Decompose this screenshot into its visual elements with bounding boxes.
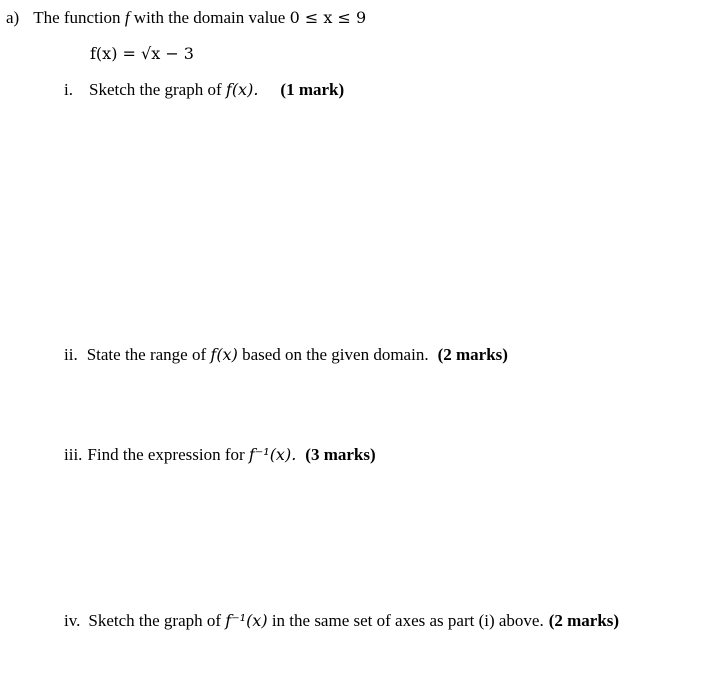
question-iv	[64, 611, 619, 631]
domain-expression: 0 ≤ x ≤ 9	[289, 8, 367, 27]
question-iv-expression: f⁻¹(x)	[225, 611, 268, 630]
question-ii-marks: (2 marks)	[437, 345, 508, 364]
part-a-text-after: with the domain value	[129, 8, 290, 27]
part-a-text-before: The function	[33, 8, 125, 27]
question-iv-number: iv.	[64, 611, 81, 630]
function-name: f	[124, 8, 130, 27]
question-ii-text-2: based on the given domain.	[237, 345, 429, 364]
question-i-marks: (1 mark)	[280, 80, 345, 99]
question-iii-text: Find the expression for	[87, 445, 249, 464]
question-iii-expression: f⁻¹(x).	[248, 445, 297, 464]
question-ii-number: ii.	[64, 345, 78, 364]
part-a-label: a)	[6, 8, 20, 27]
question-iv-marks: (2 marks)	[548, 611, 620, 630]
part-a-intro	[6, 8, 366, 28]
question-iii	[64, 445, 376, 465]
question-i	[64, 80, 344, 100]
question-ii-text: State the range of	[86, 345, 211, 364]
question-iv-text: Sketch the graph of	[88, 611, 226, 630]
question-iv-text-2: in the same set of axes as part (i) above.	[267, 611, 544, 630]
question-i-expression: f(x).	[225, 80, 259, 99]
question-ii	[64, 345, 508, 365]
function-equation: f(x) = √x − 3	[90, 44, 194, 63]
question-iii-number: iii.	[64, 445, 83, 464]
question-iii-marks: (3 marks)	[305, 445, 376, 464]
question-i-text: Sketch the graph of	[88, 80, 226, 99]
question-i-number: i.	[64, 80, 73, 99]
question-ii-expression: f(x)	[210, 345, 238, 364]
